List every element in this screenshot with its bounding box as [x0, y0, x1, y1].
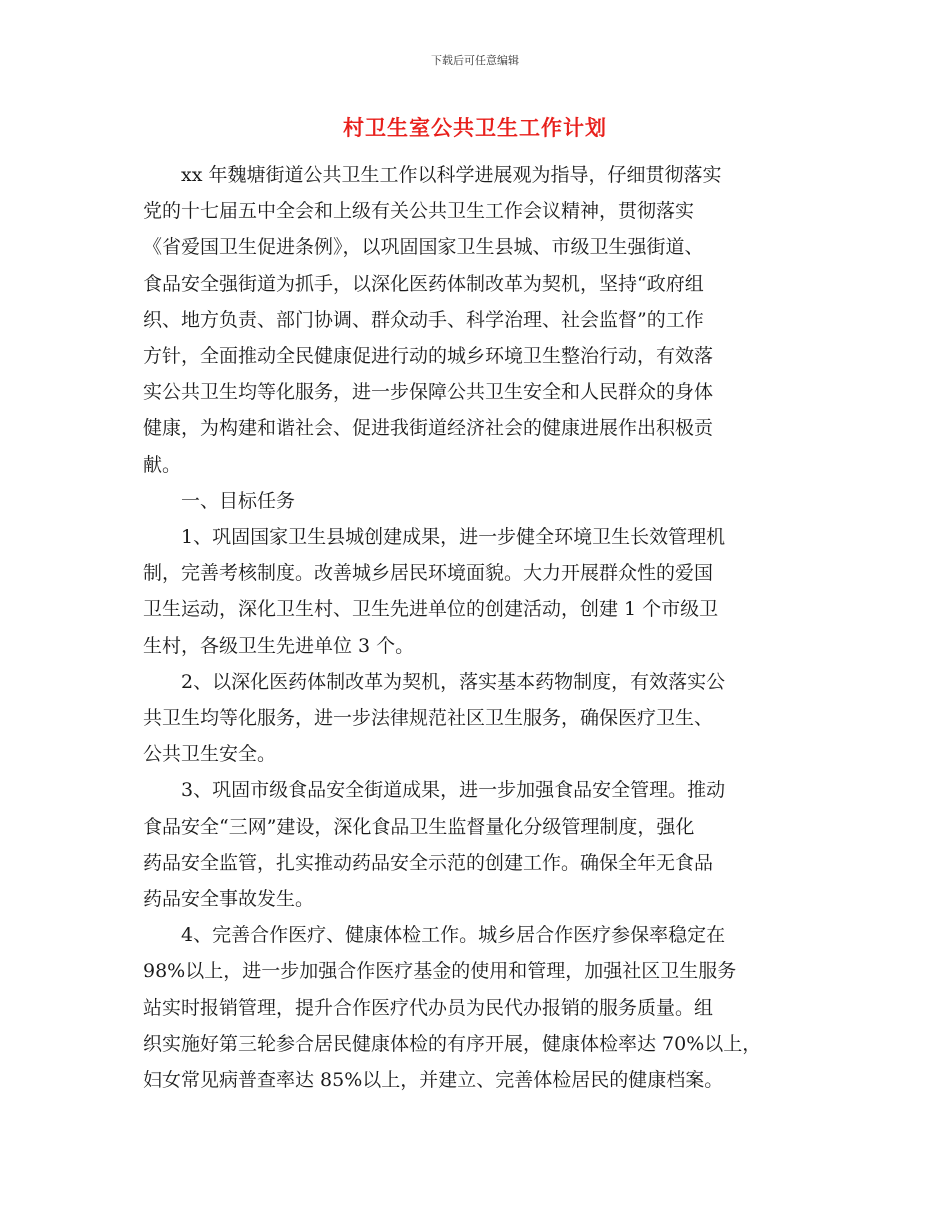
body-line: 共卫生均等化服务，进一步法律规范社区卫生服务，确保医疗卫生、	[143, 707, 714, 729]
body-line: 药品安全事故发生。	[143, 888, 315, 910]
body-line: 食品安全强街道为抓手，以深化医药体制改革为契机，坚持“政府组	[143, 272, 704, 295]
body-line: 健康，为构建和谐社会、促进我街道经济社会的健康进展作出积极贡	[143, 417, 714, 440]
body-line: 3、巩固市级食品安全街道成果，进一步加强食品安全管理。推动	[181, 779, 726, 802]
body-line: 一、目标任务	[181, 489, 296, 512]
body-line: 公共卫生安全。	[143, 743, 277, 766]
body-line: 站实时报销管理，提升合作医疗代办员为民代办报销的服务质量。组	[143, 996, 714, 1019]
body-line: 食品安全“三网”建设，深化食品卫生监督量化分级管理制度，强化	[143, 815, 695, 838]
document-title: 村卫生室公共卫生工作计划	[343, 115, 607, 140]
body-line: 98%以上，进一步加强合作医疗基金的使用和管理，加强社区卫生服务	[143, 960, 737, 983]
body-line: 药品安全监管，扎实推动药品安全示范的创建工作。确保全年无食品	[143, 851, 714, 874]
body-line: 织实施好第三轮参合居民健康体检的有序开展，健康体检率达 70%以上，	[143, 1032, 762, 1055]
body-line: 4、完善合作医疗、健康体检工作。城乡居合作医疗参保率稳定在	[181, 924, 726, 947]
body-line: 卫生运动，深化卫生村、卫生先进单位的创建活动，创建 1 个市级卫	[143, 598, 719, 621]
body-line: 妇女常见病普查率达 85%以上，并建立、完善体检居民的健康档案。	[143, 1069, 724, 1091]
body-line: 方针，全面推动全民健康促进行动的城乡环境卫生整治行动，有效落	[143, 345, 714, 367]
body-line: 制，完善考核制度。改善城乡居民环境面貌。大力开展群众性的爱国	[143, 562, 714, 585]
body-line: 党的十七届五中全会和上级有关公共卫生工作会议精神，贯彻落实	[143, 200, 695, 223]
body-line: 织、地方负责、部门协调、群众动手、科学治理、社会监督”的工作	[143, 308, 704, 331]
body-line: xx 年魏塘街道公共卫生工作以科学进展观为指导，仔细贯彻落实	[181, 164, 722, 186]
body-line: 1、巩固国家卫生县城创建成果，进一步健全环境卫生长效管理机	[181, 526, 726, 548]
page-header: 下载后可任意编辑	[431, 54, 519, 67]
body-line: 《省爱国卫生促进条例》，以巩固国家卫生县城、市级卫生强街道、	[143, 236, 704, 259]
body-line: 实公共卫生均等化服务，进一步保障公共卫生安全和人民群众的身体	[143, 381, 714, 404]
body-line: 献。	[143, 453, 182, 476]
body-line: 2、以深化医药体制改革为契机，落实基本药物制度，有效落实公	[181, 670, 726, 693]
body-line: 生村，各级卫生先进单位 3 个。	[143, 634, 415, 657]
